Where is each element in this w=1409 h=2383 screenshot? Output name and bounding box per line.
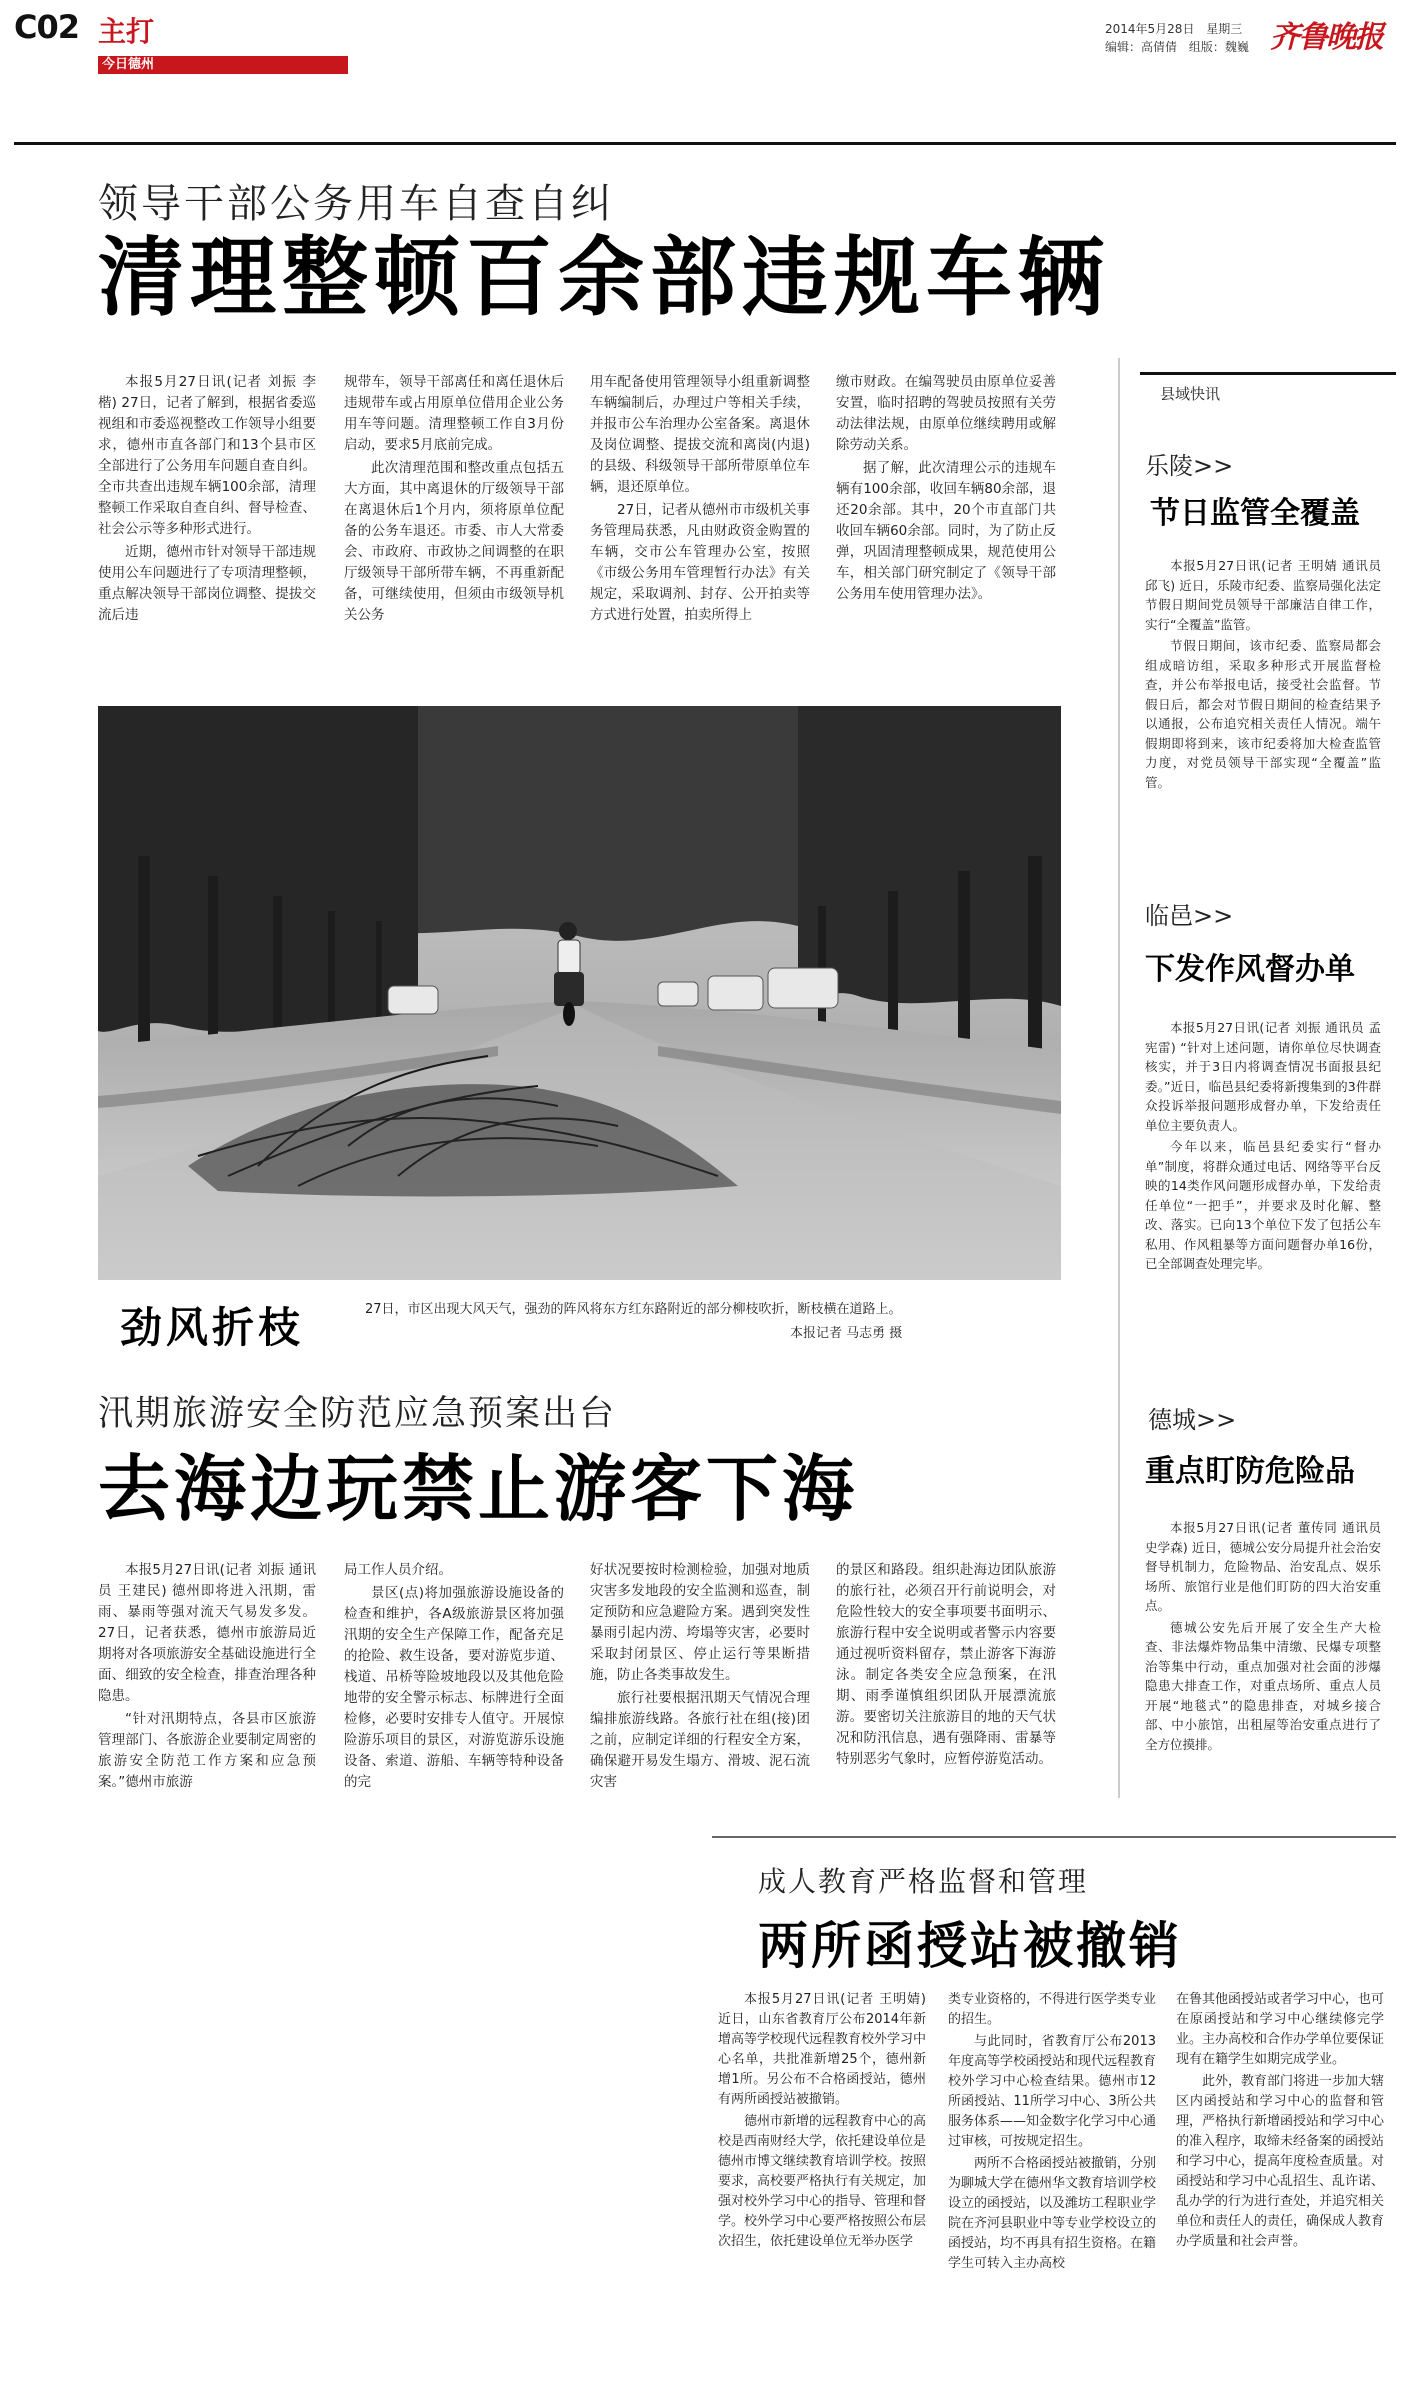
paragraph: 此次清理范围和整改重点包括五大方面，其中离退休的厅级领导干部在离退休后1个月内，须将原单位配备的公务车退还。市委、市人大常委会、市政府、市政协之间调整的在职厅级领导干部所带车辆，不再重新配备，可继续使用，但须由市级领导机关公务 <box>344 460 564 623</box>
newspaper-logo: 齐鲁晚报 <box>1270 20 1382 55</box>
story1-headline: 清理整顿百余部违规车辆 <box>98 228 1110 328</box>
paragraph: 本报5月27日讯(记者 刘振 通讯员 王建民) 德州即将进入汛期，雷雨、暴雨等强对流天气易发多发。27日，记者获悉，德州市旅游局近期将对各项旅游安全基础设施进行全面、细致的安全检查，排查治理各种隐患。 <box>98 1562 316 1704</box>
sidebar-divider <box>1118 358 1120 1798</box>
photo-credit: 本报记者 马志勇 摄 <box>790 1326 903 1341</box>
paragraph: 好状况要按时检测检验，加强对地质灾害多发地段的安全监测和巡查，制定预防和应急避险方案。遇到突发性暴雨引起内涝、垮塌等灾害，必要时采取封闭景区、停止运行等果断措施，防止各类事故发生。 <box>590 1562 810 1683</box>
paragraph: 缴市财政。在编驾驶员由原单位妥善安置，临时招聘的驾驶员按照有关劳动法律法规，由原单位继续聘用或解除劳动关系。 <box>836 374 1056 453</box>
paragraph: 节假日期间，该市纪委、监察局都会组成暗访组，采取多种形式开展监督检查，并公布举报电话，接受社会监督。节假日后，都会对节假日期间的检查结果予以通报，公布追究相关责任人情况。端午假期即将到来，该市纪委将加大检查监管力度，对党员领导干部实现“全覆盖”监管。 <box>1145 638 1381 790</box>
paragraph: 德城公安先后开展了安全生产大检查、非法爆炸物品集中清缴、民爆专项整治等集中行动，重点加强对社会面的涉爆隐患大排查工作，对重点场所、重点人员开展“地毯式”的隐患排查，对城乡接合部、中小旅馆，出租屋等治安重点进行了全方位摸排。 <box>1145 1619 1381 1752</box>
designer-credit: 组版：魏巍 <box>1188 40 1249 54</box>
photo-tree-lined-road <box>98 706 1061 1280</box>
issue-date: 2014年5月28日 <box>1105 22 1195 36</box>
paragraph: 据了解，此次清理公示的违规车辆有100余部，收回车辆80余部，退还20余部。其中，20个市直部门共收回车辆60余部。同时，为了防止反弹，巩固清理整顿成果，规范使用公车，相关部门研究制定了《领导干部公务用车使用管理办法》。 <box>836 460 1056 602</box>
story3-subtitle: 成人教育严格监督和管理 <box>758 1865 1089 1898</box>
story2-headline: 去海边玩禁止游客下海 <box>98 1447 859 1531</box>
paragraph: 用车配备使用管理领导小组重新调整车辆编制后，办理过户等相关手续，并报市公车治理办公室备案。离退休及岗位调整、提拔交流和离岗(内退)的县级、科级领导干部所带原单位车辆，退还原单位。 <box>590 374 810 495</box>
story1-column-1 <box>98 372 316 628</box>
sidebar-body-leling <box>1145 556 1381 794</box>
paragraph: 在鲁其他函授站或者学习中心，也可在原函授站和学习中心继续修完学业。主办高校和合作办学单位要保证现有在籍学生如期完成学业。 <box>1176 1992 1385 2067</box>
paragraph: 本报5月27日讯(记者 刘振 李楷) 27日，记者了解到，根据省委巡视组和市委巡视整改工作领导小组要求，德州市直各部门和13个县市区全部进行了公务用车问题自查自纠。全市共查出违规车辆100余部，清理整顿工作采取自查自纠、督导检查、社会公示等多种形式进行。 <box>98 374 316 537</box>
story1-subtitle: 领导干部公务用车自查自纠 <box>98 181 614 227</box>
paragraph: 本报5月27日讯(记者 王明婧) 近日，山东省教育厅公布2014年新增高等学校现代远程教育校外学习中心名单，共批准新增25个，德州新增1所。另公布不合格函授站，德州有两所函授站被撤销。 <box>718 1992 927 2107</box>
paragraph: 本报5月27日讯(记者 王明婧 通讯员 邱飞) 近日，乐陵市纪委、监察局强化法定节假日期间党员领导干部廉洁自律工作，实行“全覆盖”监管。 <box>1145 558 1381 632</box>
paragraph: 两所不合格函授站被撤销，分别为聊城大学在德州华文教育培训学校设立的函授站，以及潍坊工程职业学院在齐河县职业中等专业学校设立的函授站，均不再具有招生资格。在籍学生可转入主办高校 <box>948 2156 1157 2271</box>
story3-headline: 两所函授站被撤销 <box>758 1917 1182 1975</box>
sidebar-header <box>1140 372 1396 405</box>
header-rule <box>14 142 1396 145</box>
issue-weekday: 星期三 <box>1206 22 1243 36</box>
page-code: C02 <box>14 8 80 46</box>
paragraph: 本报5月27日讯(记者 刘振 通讯员 孟宪雷) “针对上述问题，请你单位尽快调查核实，并于3日内将调查情况书面报县纪委。”近日，临邑县纪委将新搜集到的3件群众投诉举报问题形成督办单，下发给责任单位主要负责人。 <box>1145 1020 1381 1133</box>
paragraph: 旅行社要根据汛期天气情况合理编排旅游线路。各旅行社在组(接)团之前，应制定详细的行程安全方案，确保避开易发生塌方、滑坡、泥石流灾害 <box>590 1690 810 1790</box>
sidebar-county-decheng: 德城>> <box>1148 1406 1237 1434</box>
story2-subtitle: 汛期旅游安全防范应急预案出台 <box>98 1394 617 1434</box>
sidebar-headline-decheng: 重点盯防危险品 <box>1145 1454 1355 1489</box>
story2-column-3 <box>590 1560 810 1795</box>
paragraph: 景区(点)将加强旅游设施设备的检查和维护，各A级旅游景区将加强汛期的安全生产保障工作，配备充足的抢险、救生设备，要对游览步道、栈道、吊桥等险坡地段以及其他危险地带的安全警示标志、标牌进行全面检修，必要时安排专人值守。开展惊险游乐项目的景区，对游览游乐设施设备、索道、游船、车辆等特种设备的完 <box>344 1585 564 1790</box>
sidebar-body-decheng <box>1145 1518 1381 1756</box>
paragraph: 本报5月27日讯(记者 董传同 通讯员 史学森) 近日，德城公安分局提升社会治安督导机制力，危险物品、治安乱点、娱乐场所、旅馆行业是他们盯防的四大治安重点。 <box>1145 1520 1381 1613</box>
paragraph: 规带车，领导干部离任和离任退休后违规带车或占用原单位借用企业公务用车等问题。清理整顿工作自3月份启动，要求5月底前完成。 <box>344 374 564 453</box>
story3-column-3 <box>1176 1990 1384 2254</box>
sidebar-county-linyi: 临邑>> <box>1145 902 1234 930</box>
sidebar-headline-linyi: 下发作风督办单 <box>1145 952 1355 987</box>
paragraph: 近期，德州市针对领导干部违规使用公车问题进行了专项清理整顿，重点解决领导干部岗位调整、提拔交流后违 <box>98 544 316 623</box>
sidebar-headline-leling: 节日监管全覆盖 <box>1150 496 1360 531</box>
paragraph: 此外，教育部门将进一步加大辖区内函授站和学习中心的监督和管理，严格执行新增函授站和学习中心的准入程序，取缔未经备案的函授站和学习中心，提高年度检查质量。对函授站和学习中心乱招生、乱许诺、乱办学的行为进行查处，并追究相关单位和责任人的责任，确保成人教育办学质量和社会声誉。 <box>1176 2074 1385 2249</box>
paragraph: 今年以来，临邑县纪委实行“督办单”制度，将群众通过电话、网络等平台反映的14类作风问题形成督办单，下发给责任单位“一把手”，并要求及时化解、整改、落实。已向13个单位下发了包括公车私用、作风粗暴等方面问题督办单16份，已全部调查处理完毕。 <box>1145 1139 1381 1271</box>
paragraph: 的景区和路段。组织赴海边团队旅游的旅行社，必须召开行前说明会，对危险性较大的安全事项要书面明示、旅游行程中安全说明或者警示内容要通过视听资料留存，禁止游客下海游泳。制定各类安全应急预案，在汛期、雨季谨慎组织团队开展漂流旅游。要密切关注旅游目的地的天气状况和防汛信息，遇有强降雨、雷暴等特别恶劣气象时，应暂停游览活动。 <box>836 1562 1056 1767</box>
section-title: 主打 <box>98 15 155 48</box>
story1-column-4 <box>836 372 1056 607</box>
sidebar-county-leling: 乐陵>> <box>1145 452 1234 480</box>
story2-column-1 <box>98 1560 316 1795</box>
story3-top-rule <box>712 1836 1396 1838</box>
paragraph: “针对汛期特点，各县市区旅游管理部门、各旅游企业要制定周密的旅游安全防范工作方案和应急预案。”德州市旅游 <box>98 1711 316 1790</box>
sidebar-body-linyi <box>1145 1018 1381 1276</box>
photo-title: 劲风折枝 <box>120 1303 305 1352</box>
story3-column-2 <box>948 1990 1156 2276</box>
staff-line <box>1105 38 1249 55</box>
paragraph: 德州市新增的远程教育中心的高校是西南财经大学，依托建设单位是德州市博文继续教育培训学校。按照要求，高校要严格执行有关规定，加强对校外学习中心的指导、管理和督学。校外学习中心要严格按照公布层次招生，依托建设单位无举办医学 <box>718 2114 927 2249</box>
paragraph: 局工作人员介绍。 <box>344 1562 452 1578</box>
story2-column-4 <box>836 1560 1056 1772</box>
paragraph: 类专业资格的，不得进行医学类专业的招生。 <box>948 1992 1157 2027</box>
date-line <box>1105 20 1242 37</box>
paragraph: 与此同时，省教育厅公布2013年度高等学校函授站和现代远程教育校外学习中心检查结果。德州市12所函授站、11所学习中心、3所公共服务体系——知金数字化学习中心通过审核，可按规定招生。 <box>948 2034 1157 2149</box>
story3-column-1 <box>718 1990 926 2254</box>
subsection-label: 今日德州 <box>102 57 155 72</box>
editor-credit: 编辑：高倩倩 <box>1105 40 1178 54</box>
story2-column-2 <box>344 1560 564 1795</box>
photo-caption: 27日，市区出现大风天气，强劲的阵风将东方红东路附近的部分柳枝吹折，断枝横在道路上。 <box>365 1302 902 1317</box>
story1-column-2 <box>344 372 564 628</box>
paragraph: 27日，记者从德州市市级机关事务管理局获悉，凡由财政资金购置的车辆，交市公车管理办公室，按照《市级公务用车管理暂行办法》有关规定，采取调剂、封存、公开拍卖等方式进行处置，拍卖所得上 <box>590 502 810 623</box>
news-photo <box>98 706 1061 1280</box>
sidebar-header-label: 县域快讯 <box>1160 385 1221 403</box>
story1-column-3 <box>590 372 810 628</box>
